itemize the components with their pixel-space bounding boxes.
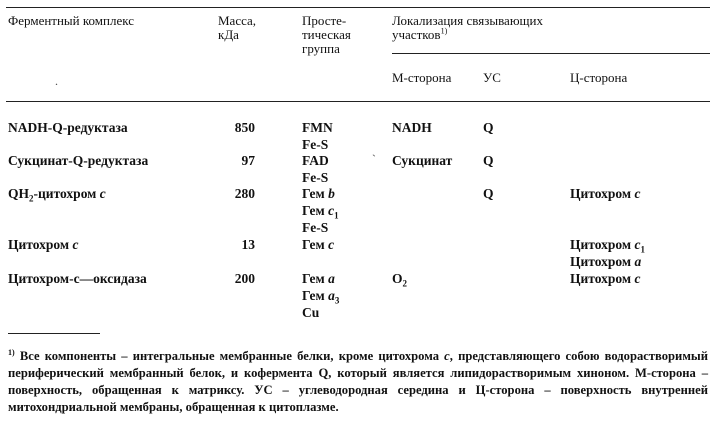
header-mass: Масса, кДа [218,13,257,42]
row4-c-2 [570,253,645,270]
row1-groups [302,119,333,153]
footnote-part2: , представляющего собою водорастворимый периферический мембранный белок, и кофермента Q, который является липидорастворимым хиноном. М-сторона – поверхность, обращенная к матриксу. УС – углеводородная середина и Ц-сторона – поверхность внутренней митохондриальной мембраны, обращенная к цитоплазме. [8,349,708,414]
row5-group-2 [302,287,339,304]
row5-group-3: Cu [302,305,320,320]
row5-c-side [570,270,640,287]
row5-groups [302,270,339,321]
row3-group-2-sub: 1 [334,210,339,221]
stray-dot: . [55,74,58,88]
header-binding-text: Локализация связывающих участков [392,13,543,42]
row3-group-1 [302,185,339,202]
row3-group-1-italic: b [328,186,335,201]
row3-c-pre: Цитохром [570,186,635,201]
row1-m-side: NADH [392,120,432,135]
row1-group-2: Fe-S [302,137,329,152]
header-binding [392,14,543,42]
row2-us: Q [483,153,494,168]
row5-group-2-italic: a [328,288,335,303]
row3-group-3: Fe-S [302,220,329,235]
row5-group-1-italic: a [328,271,335,286]
row5-c-italic: c [634,271,641,286]
row3-name-italic: c [99,186,106,201]
row4-c-1 [570,236,645,253]
row3-group-2-italic: c [328,203,335,218]
footnote-sup: 1) [8,347,15,357]
row2-name: Сукцинат-Q-редуктаза [8,153,149,168]
row4-group-1 [302,236,334,253]
row4-c-1-sub: 1 [640,244,645,255]
row3-group-2 [302,202,339,219]
row3-c-italic: c [634,186,641,201]
footnote [8,348,708,416]
row4-mass: 13 [241,237,255,252]
row1-name: NADH-Q-редуктаза [8,120,128,135]
row5-m-side [392,270,407,287]
row5-group-1 [302,270,339,287]
row4-name-italic: c [72,237,79,252]
row1-mass: 850 [234,120,255,135]
footnote-part1: Все компоненты – интегральные мембранные белки, кроме цитохрома [14,349,445,363]
row5-group-1-pre: Гем [302,271,329,286]
footnote-rule [8,333,100,334]
row4-group-1-italic: c [328,237,335,252]
subheader-rule [392,53,710,54]
header-m-side: М-сторона [392,70,452,85]
row2-mass: 97 [241,153,255,168]
row2-groups [302,152,329,186]
row3-us: Q [483,186,494,201]
row4-name [8,236,78,253]
row5-mass: 200 [234,271,255,286]
header-c-side: Ц-сторона [570,70,628,85]
row3-name-sub: 2 [29,193,34,204]
row5-name: Цитохром-с—оксидаза [8,271,147,286]
row4-group-1-pre: Гем [302,237,329,252]
row3-name-pre: QH [8,186,30,201]
header-complex: Ферментный комплекс [8,13,134,28]
row3-groups [302,185,339,236]
row1-us: Q [483,120,494,135]
row3-name [8,185,106,202]
row5-m-pre: O [392,271,403,286]
header-binding-sup: 1) [440,26,448,36]
row2-m-side: Сукцинат [392,153,453,168]
row3-group-1-pre: Гем [302,186,329,201]
row5-m-sub: 2 [402,278,408,289]
row4-c-2-pre: Цитохром [570,254,635,269]
row3-c-side [570,185,640,202]
row5-group-2-pre: Гем [302,288,329,303]
header-prosthetic: Просте- тическая группа [302,13,351,56]
header-us: УС [483,70,501,85]
row4-c-1-pre: Цитохром [570,237,635,252]
row4-name-pre: Цитохром [8,237,73,252]
row2-group-1: FAD [302,153,329,168]
stray-tick: ` [372,152,376,166]
row3-name-post: -цитохром [33,186,100,201]
row3-mass: 280 [234,186,255,201]
row4-c-1-italic: c [634,237,641,252]
row4-c-2-italic: a [634,254,642,269]
row4-c-side [570,236,645,270]
header-bottom-rule [6,101,710,102]
row2-group-2: Fe-S [302,170,329,185]
top-rule [6,7,710,8]
row5-group-2-sub: 3 [334,295,340,306]
row3-group-2-pre: Гем [302,203,329,218]
row1-group-1: FMN [302,120,333,135]
footnote-italic: с [444,349,450,363]
row5-c-pre: Цитохром [570,271,635,286]
